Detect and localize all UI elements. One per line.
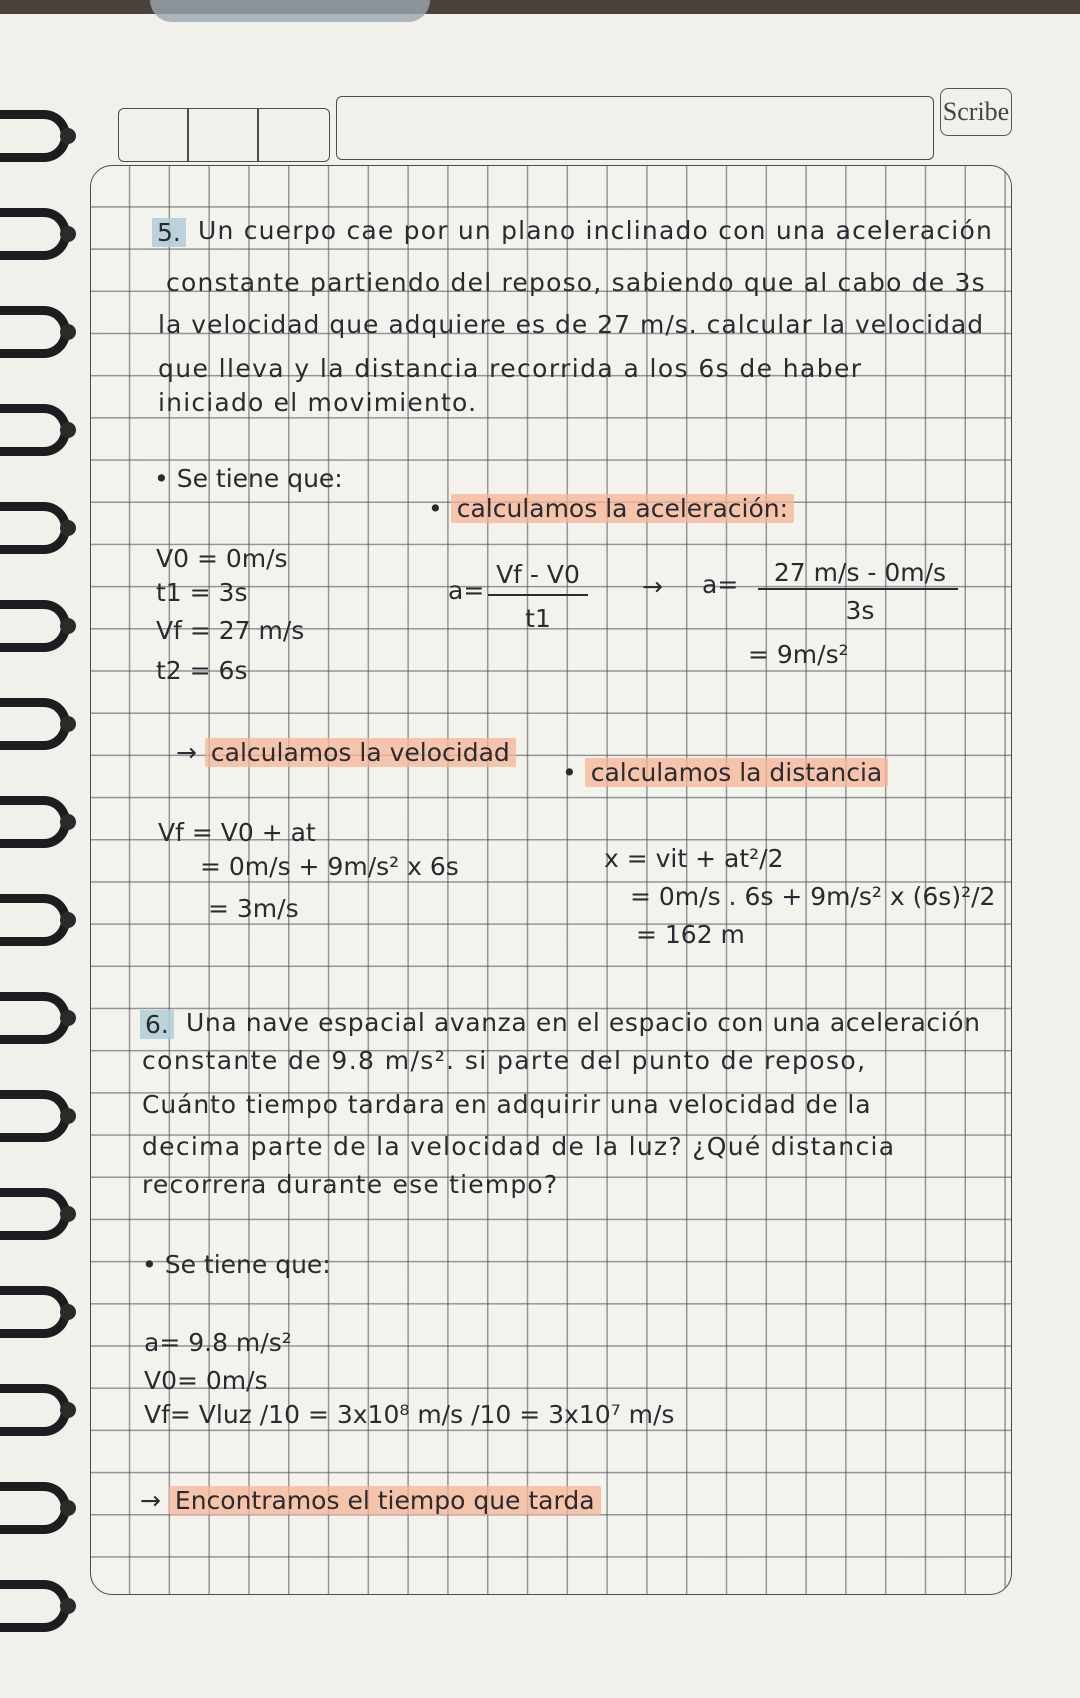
spiral-hole — [60, 912, 76, 928]
spiral-hole — [60, 128, 76, 144]
problem5-number — [152, 218, 186, 247]
accel-sub-bar — [758, 588, 958, 590]
time-title-text: Encontramos el tiempo que tarda — [169, 1486, 601, 1515]
problem6-line-1: Una nave espacial avanza en el espacio con una aceleración — [186, 1008, 981, 1037]
problem5-line-4: que lleva y la distancia recorrida a los 6s de haber — [158, 354, 863, 383]
problem6-line-4: decima parte de la velocidad de la luz? ¿Qué distancia — [142, 1132, 896, 1161]
spiral-hole — [60, 520, 76, 536]
dist-line-2: = 0m/s . 6s + 9m/s² x (6s)²/2 — [630, 882, 996, 911]
problem6-number-badge: 6. — [140, 1010, 174, 1039]
spiral-hole — [60, 814, 76, 830]
problem5-given-title-text: Se tiene que: — [176, 464, 343, 493]
problem6-line-3: Cuánto tiempo tardara en adquirir una velocidad de la — [142, 1090, 872, 1119]
vel-line-1: Vf = V0 + at — [158, 818, 316, 847]
dist-title-text: calculamos la distancia — [585, 758, 889, 787]
spiral-binding — [0, 0, 90, 1698]
vel-title: → calculamos la velocidad — [176, 738, 516, 767]
spiral-hole — [60, 1108, 76, 1124]
problem6-given-3: Vf= Vluz /10 = 3x10⁸ m/s /10 = 3x10⁷ m/s — [144, 1400, 675, 1429]
spiral-hole — [60, 226, 76, 242]
problem6-given-title-text: Se tiene que: — [164, 1250, 331, 1279]
problem5-number-badge: 5. — [152, 218, 186, 247]
problem5-given-title: • Se tiene que: — [154, 464, 343, 493]
spiral-hole — [60, 1010, 76, 1026]
spiral-hole — [60, 324, 76, 340]
accel-formula-bar — [488, 594, 588, 596]
problem6-given-1: a= 9.8 m/s² — [144, 1328, 292, 1357]
date-box — [118, 108, 330, 162]
accel-sub-lhs: a= — [702, 570, 739, 599]
accel-arrow: → — [642, 572, 663, 601]
dist-line-1: x = vit + at²/2 — [604, 844, 784, 873]
spiral-hole — [60, 1500, 76, 1516]
spiral-hole — [60, 1304, 76, 1320]
spiral-hole — [60, 618, 76, 634]
problem6-line-2: constante de 9.8 m/s². si parte del punto de reposo, — [142, 1046, 867, 1075]
dist-title: • calculamos la distancia — [562, 758, 888, 787]
problem6-given-2: V0= 0m/s — [144, 1366, 268, 1395]
problem6-line-5: recorrera durante ese tiempo? — [142, 1170, 559, 1199]
background-strip — [0, 0, 1080, 14]
problem5-line-1: Un cuerpo cae por un plano inclinado con una aceleración — [198, 216, 993, 245]
vel-line-3: = 3m/s — [208, 894, 299, 923]
problem5-line-5: iniciado el movimiento. — [158, 388, 478, 417]
accel-formula-num: Vf - V0 — [496, 560, 580, 589]
time-title: → Encontramos el tiempo que tarda — [140, 1486, 601, 1515]
problem6-given-title: • Se tiene que: — [142, 1250, 331, 1279]
accel-title-text: calculamos la aceleración: — [451, 494, 794, 523]
problem5-given-1: V0 = 0m/s — [156, 544, 288, 573]
vel-line-2: = 0m/s + 9m/s² x 6s — [200, 852, 459, 881]
problem5-given-4: t2 = 6s — [156, 656, 248, 685]
accel-sub-num: 27 m/s - 0m/s — [773, 558, 947, 587]
problem6-number — [140, 1010, 174, 1039]
problem5-given-2: t1 = 3s — [156, 578, 248, 607]
brand-logo: Scribe — [940, 88, 1012, 136]
accel-result: = 9m/s² — [748, 640, 849, 669]
title-box — [336, 96, 934, 160]
vel-title-text: calculamos la velocidad — [205, 738, 516, 767]
accel-sub-den: 3s — [845, 596, 875, 625]
accel-formula-lhs: a= — [448, 576, 485, 605]
problem5-line-3: la velocidad que adquiere es de 27 m/s. calcular la velocidad — [158, 310, 985, 339]
spiral-hole — [60, 716, 76, 732]
spiral-hole — [60, 422, 76, 438]
accel-formula-den: t1 — [525, 604, 551, 633]
spiral-hole — [60, 1598, 76, 1614]
spiral-hole — [60, 1206, 76, 1222]
problem5-line-2: constante partiendo del reposo, sabiendo que al cabo de 3s — [166, 268, 986, 297]
problem5-given-3: Vf = 27 m/s — [156, 616, 305, 645]
spiral-hole — [60, 1402, 76, 1418]
dist-line-3: = 162 m — [636, 920, 745, 949]
fabric-edge — [150, 0, 430, 22]
accel-title: • calculamos la aceleración: — [428, 494, 794, 523]
